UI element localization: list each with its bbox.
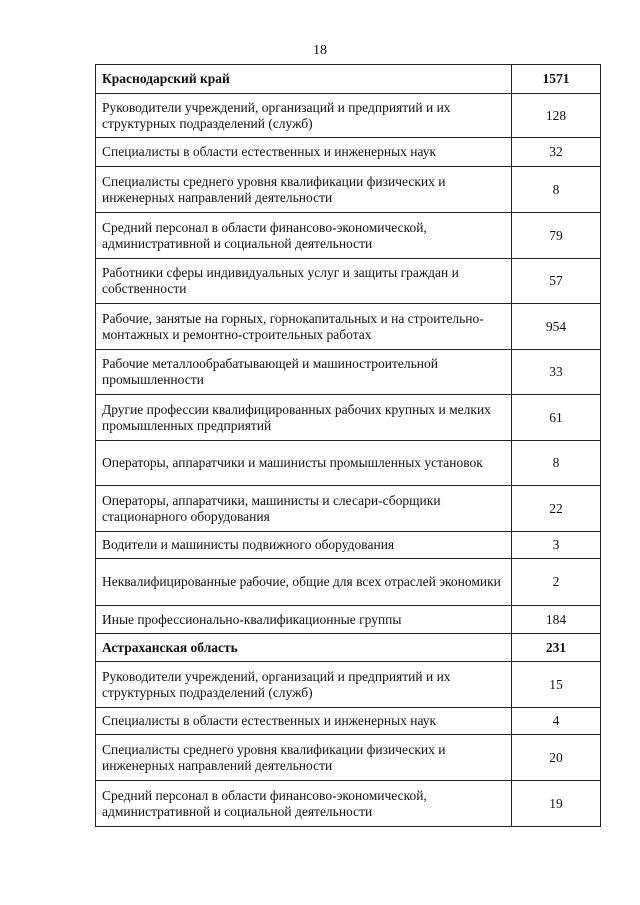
row-label: Рабочие, занятые на горных, горнокапитальных и на строительно-монтажных и ремонтно-строительных работах xyxy=(96,304,512,350)
page-number: 18 xyxy=(313,43,327,58)
row-value: 128 xyxy=(512,94,601,138)
row-label: Астраханская область xyxy=(96,634,512,662)
row-value: 2 xyxy=(512,559,601,606)
row-value: 1571 xyxy=(512,65,601,94)
table-row xyxy=(96,486,601,532)
row-value: 79 xyxy=(512,213,601,259)
row-label: Водители и машинисты подвижного оборудования xyxy=(96,532,512,559)
row-label: Специалисты среднего уровня квалификации физических и инженерных направлений деятельности xyxy=(96,735,512,781)
table-row xyxy=(96,781,601,827)
row-label: Иные профессионально-квалификационные группы xyxy=(96,606,512,634)
table-row xyxy=(96,213,601,259)
table-row xyxy=(96,65,601,94)
row-label: Неквалифицированные рабочие, общие для всех отраслей экономики xyxy=(96,559,512,606)
row-label: Операторы, аппаратчики, машинисты и слесари-сборщики стационарного оборудования xyxy=(96,486,512,532)
table-row xyxy=(96,708,601,735)
row-label: Специалисты в области естественных и инженерных наук xyxy=(96,708,512,735)
row-label: Руководители учреждений, организаций и предприятий и их структурных подразделений (служб) xyxy=(96,94,512,138)
row-label: Другие профессии квалифицированных рабочих крупных и мелких промышленных предприятий xyxy=(96,395,512,441)
table-row xyxy=(96,532,601,559)
row-value: 15 xyxy=(512,662,601,708)
table-row xyxy=(96,138,601,167)
table-row xyxy=(96,606,601,634)
row-value: 954 xyxy=(512,304,601,350)
row-value: 3 xyxy=(512,532,601,559)
table-row xyxy=(96,167,601,213)
table-body xyxy=(96,65,601,827)
row-value: 57 xyxy=(512,259,601,304)
row-value: 184 xyxy=(512,606,601,634)
table-row xyxy=(96,350,601,395)
table-row xyxy=(96,259,601,304)
table-row xyxy=(96,304,601,350)
row-value: 32 xyxy=(512,138,601,167)
table-row xyxy=(96,662,601,708)
table-row xyxy=(96,441,601,486)
row-label: Средний персонал в области финансово-экономической, административной и социальной деятельности xyxy=(96,213,512,259)
row-label: Руководители учреждений, организаций и предприятий и их структурных подразделений (служб) xyxy=(96,662,512,708)
row-label: Средний персонал в области финансово-экономической, административной и социальной деятельности xyxy=(96,781,512,827)
row-value: 20 xyxy=(512,735,601,781)
row-value: 231 xyxy=(512,634,601,662)
occupation-table xyxy=(95,64,601,827)
table-row xyxy=(96,94,601,138)
row-label: Рабочие металлообрабатывающей и машиностроительной промышленности xyxy=(96,350,512,395)
row-value: 8 xyxy=(512,167,601,213)
row-value: 22 xyxy=(512,486,601,532)
row-value: 19 xyxy=(512,781,601,827)
table-row xyxy=(96,634,601,662)
row-label: Специалисты в области естественных и инженерных наук xyxy=(96,138,512,167)
row-value: 33 xyxy=(512,350,601,395)
table-row xyxy=(96,559,601,606)
row-label: Работники сферы индивидуальных услуг и защиты граждан и собственности xyxy=(96,259,512,304)
row-value: 4 xyxy=(512,708,601,735)
row-label: Специалисты среднего уровня квалификации физических и инженерных направлений деятельности xyxy=(96,167,512,213)
row-label: Операторы, аппаратчики и машинисты промышленных установок xyxy=(96,441,512,486)
row-label: Краснодарский край xyxy=(96,65,512,94)
table-row xyxy=(96,735,601,781)
table-row xyxy=(96,395,601,441)
row-value: 8 xyxy=(512,441,601,486)
row-value: 61 xyxy=(512,395,601,441)
